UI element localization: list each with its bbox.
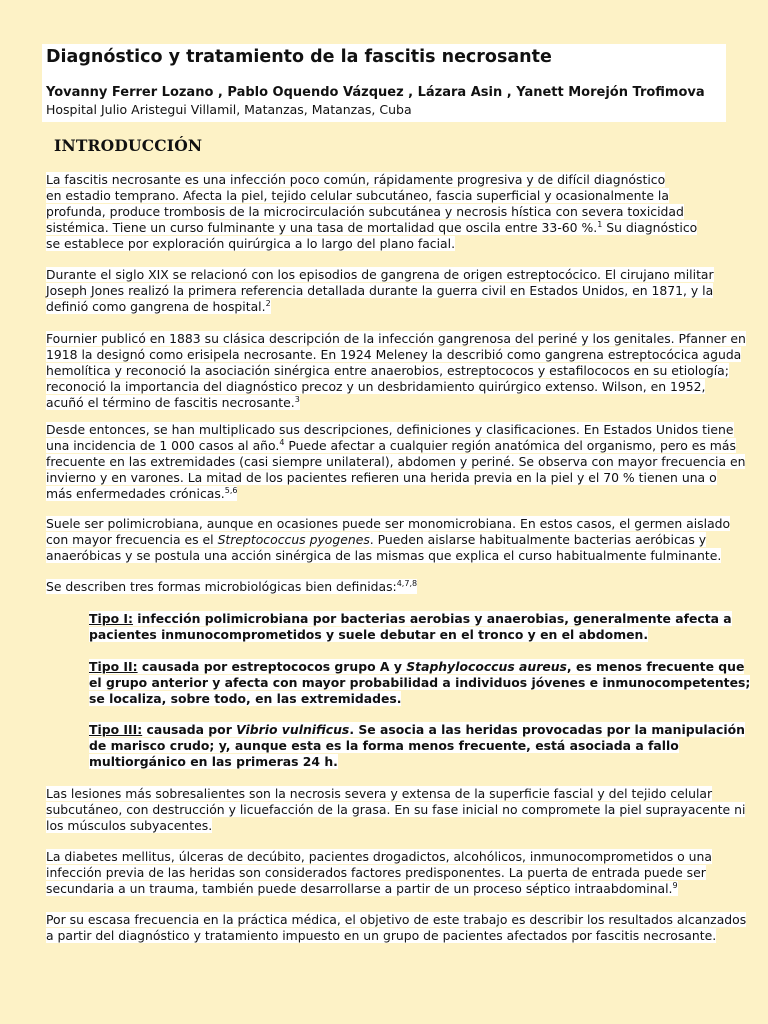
p9-line-2: a partir del diagnóstico y tratamiento impuesto en un grupo de pacientes afectados por fascitis necrosante. — [46, 928, 717, 943]
p5-line-2 — [46, 532, 706, 547]
p8-line-3-text: secundaria a un trauma, también puede desarrollarse a partir de un proceso séptico intraabdominal. — [46, 881, 673, 896]
p4-line-1: Desde entonces, se han multiplicado sus descripciones, definiciones y clasificaciones. En Estados Unidos tiene — [46, 422, 734, 437]
p7-line-2: subcutáneo, con destrucción y licuefacción de la grasa. En su fase inicial no compromete la piel suprayacente ni — [46, 802, 746, 817]
paragraph-8 — [46, 849, 712, 897]
p3-line-2: 1918 la designó como erisipela necrosante. En 1924 Meleney la describió como gangrena estreptocócica aguda — [46, 347, 742, 362]
p4-line-2-tail: Puede afectar a cualquier región anatómica del organismo, pero es más — [284, 438, 736, 453]
p3-line-5 — [46, 395, 300, 410]
p2-line-1: Durante el siglo XIX se relacionó con los episodios de gangrena de origen estreptocócico. El cirujano militar — [46, 267, 714, 282]
type-3-label: Tipo III: — [89, 722, 143, 737]
p1-line-4 — [46, 220, 697, 235]
type-2-line-1 — [89, 659, 744, 674]
p5-line-2-tail: . Pueden aislarse habitualmente bacterias aeróbicas y — [369, 532, 707, 547]
p2-line-3 — [46, 299, 271, 314]
paragraph-3 — [46, 331, 746, 411]
p7-line-3: los músculos subyacentes. — [46, 818, 213, 833]
ref-4: 4 — [279, 437, 285, 447]
p4-line-5 — [46, 486, 237, 501]
ref-2: 2 — [265, 298, 271, 308]
paragraph-4 — [46, 422, 745, 502]
p8-line-1: La diabetes mellitus, úlceras de decúbito, pacientes drogadictos, alcohólicos, inmunocomprometidos o una — [46, 849, 712, 864]
type-1-line-2: pacientes inmunocomprometidos y suele debutar en el tronco y en el abdomen. — [89, 627, 649, 642]
p1-line-1: La fascitis necrosante es una infección poco común, rápidamente progresiva y de difícil diagnóstico — [46, 172, 666, 187]
type-1-line-1 — [89, 611, 732, 626]
type-3-line-3: multiorgánico en las primeras 24 h. — [89, 754, 338, 769]
p3-line-5-text: acuñó el término de fascitis necrosante. — [46, 395, 295, 410]
ref-4-7-8: 4,7,8 — [396, 578, 418, 588]
ref-9: 9 — [672, 880, 678, 890]
p5-line-1: Suele ser polimicrobiana, aunque en ocasiones puede ser monomicrobiana. En estos casos, el germen aislado — [46, 516, 731, 531]
type-3-line-1 — [89, 722, 745, 737]
p1-line-3: profunda, produce trombosis de la microcirculación subcutánea y necrosis hística con severa toxicidad — [46, 204, 684, 219]
article-authors: Yovanny Ferrer Lozano , Pablo Oquendo Vázquez , Lázara Asin , Yanett Morejón Trofimova — [46, 85, 705, 100]
p3-line-3: hemolítica y reconoció la asociación sinérgica entre anaerobios, estreptococos y estafilococos en su etiología; — [46, 363, 729, 378]
p2-line-2: Joseph Jones realizó la primera referencia detallada durante la guerra civil en Estados Unidos, en 1871, y la — [46, 283, 714, 298]
p5-line-2-text: con mayor frecuencia es el — [46, 532, 218, 547]
species-streptococcus: Streptococcus pyogenes — [217, 532, 370, 547]
p1-line-4-tail: Su diagnóstico — [602, 220, 698, 235]
p3-line-4: reconoció la importancia del diagnóstico precoz y un desbridamiento quirúrgico extenso. Wilson, en 1952, — [46, 379, 706, 394]
type-2-label: Tipo II: — [89, 659, 138, 674]
p2-line-3-text: definió como gangrena de hospital. — [46, 299, 266, 314]
type-2-line-1-text: causada por estreptococos grupo A y — [137, 659, 407, 674]
type-3-line-1-text: causada por — [142, 722, 237, 737]
type-2-line-1-tail: , es menos frecuente que — [566, 659, 745, 674]
paragraph-6 — [46, 579, 417, 595]
paragraph-7 — [46, 786, 745, 834]
ref-5-6: 5,6 — [224, 485, 238, 495]
type-1-label: Tipo I: — [89, 611, 133, 626]
ref-1: 1 — [597, 219, 603, 229]
type-3-line-1-tail: . Se asocia a las heridas provocadas por la manipulación — [349, 722, 745, 737]
p8-line-3 — [46, 881, 678, 896]
type-2-paragraph — [89, 659, 750, 707]
paragraph-5 — [46, 516, 730, 564]
article-affiliation: Hospital Julio Aristegui Villamil, Matanzas, Matanzas, Cuba — [46, 102, 412, 117]
type-1-line-1-text: infección polimicrobiana por bacterias aerobias y anaerobias, generalmente afecta a — [132, 611, 732, 626]
p1-line-4-text: sistémica. Tiene un curso fulminante y una tasa de mortalidad que oscila entre 33-60 %. — [46, 220, 598, 235]
ref-3: 3 — [294, 394, 300, 404]
type-2-line-2: el grupo anterior y afecta con mayor probabilidad a individuos jóvenes e inmunocompetentes; — [89, 675, 751, 690]
p4-line-5-text: más enfermedades crónicas. — [46, 486, 225, 501]
p4-line-3: frecuente en las extremidades (casi siempre unilateral), abdomen y periné. Se observa con mayor frecuencia en — [46, 454, 746, 469]
p3-line-1: Fournier publicó en 1883 su clásica descripción de la infección gangrenosa del periné y los genitales. Pfanner en — [46, 331, 746, 346]
article-title: Diagnóstico y tratamiento de la fascitis necrosante — [46, 47, 552, 67]
p1-line-5: se establece por exploración quirúrgica a lo largo del plano facial. — [46, 236, 456, 251]
species-staphylococcus: Staphylococcus aureus — [406, 659, 567, 674]
type-2-line-3: se localiza, sobre todo, en las extremidades. — [89, 691, 402, 706]
paragraph-2 — [46, 267, 714, 315]
p4-line-4: invierno y en varones. La mitad de los pacientes refieren una herida previa en la piel y el 70 % tienen una o — [46, 470, 717, 485]
type-1-paragraph — [89, 611, 732, 643]
p5-line-3: anaeróbicas y se postula una acción sinérgica de las mismas que explica el curso habitualmente fulminante. — [46, 548, 722, 563]
p4-line-2 — [46, 438, 736, 453]
p4-line-2-text: una incidencia de 1 000 casos al año. — [46, 438, 280, 453]
type-3-line-2: de marisco crudo; y, aunque esta es la forma menos frecuente, está asociada a fallo — [89, 738, 679, 753]
p7-line-1: Las lesiones más sobresalientes son la necrosis severa y extensa de la superficie fascial y del tejido celular — [46, 786, 713, 801]
species-vibrio: Vibrio vulnificus — [236, 722, 350, 737]
section-heading-introduccion: INTRODUCCIÓN — [54, 136, 203, 155]
p6-line-1-text: Se describen tres formas microbiológicas bien definidas: — [46, 579, 397, 594]
paragraph-9 — [46, 912, 746, 944]
p6-line-1 — [46, 579, 417, 594]
p9-line-1: Por su escasa frecuencia en la práctica médica, el objetivo de este trabajo es describir los resultados alcanzados — [46, 912, 747, 927]
paragraph-1 — [46, 172, 697, 252]
p8-line-2: infección previa de las heridas son considerados factores predisponentes. La puerta de entrada puede ser — [46, 865, 706, 880]
p1-line-2: en estadio temprano. Afecta la piel, tejido celular subcutáneo, fascia superficial y ocasionalmente la — [46, 188, 669, 203]
type-3-paragraph — [89, 722, 745, 770]
